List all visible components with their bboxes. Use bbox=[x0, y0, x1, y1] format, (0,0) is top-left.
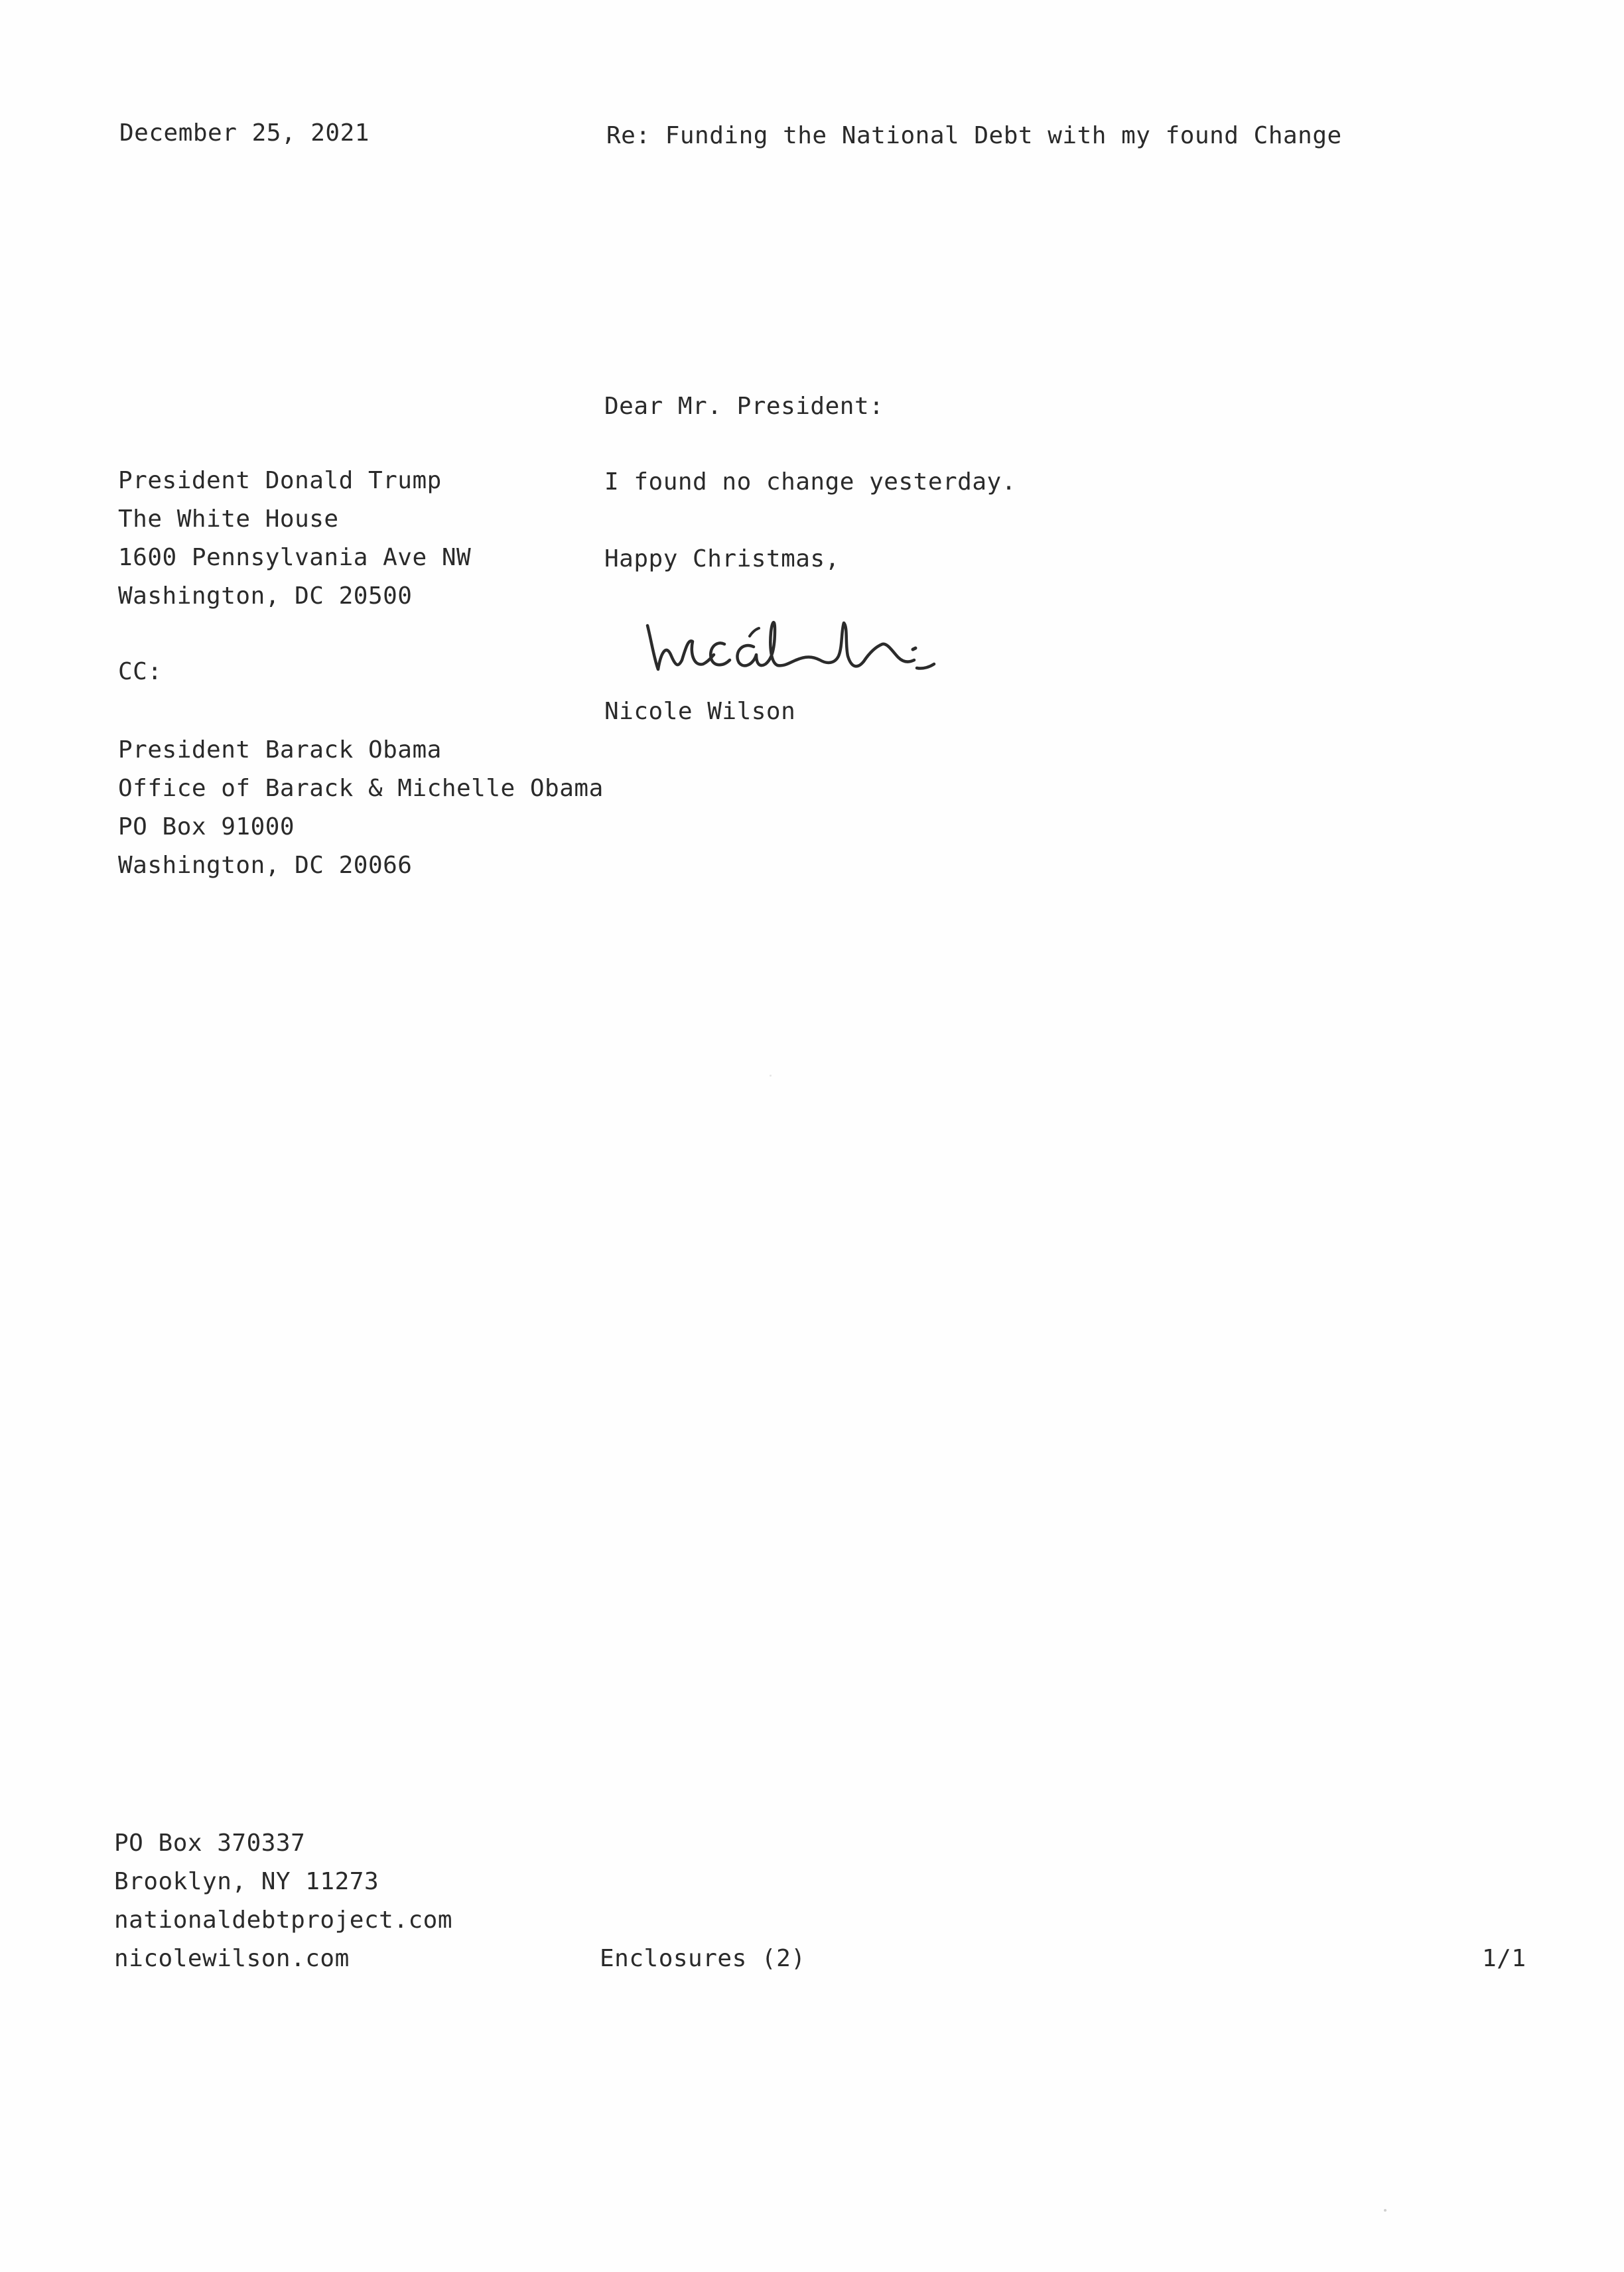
sender-website: nationaldebtproject.com bbox=[114, 1906, 452, 1934]
scan-speck bbox=[1384, 2209, 1387, 2212]
cc-line: President Barack Obama bbox=[118, 736, 442, 764]
recipient-line: The White House bbox=[118, 505, 339, 533]
enclosures-note: Enclosures (2) bbox=[600, 1945, 806, 1972]
recipient-line: 1600 Pennsylvania Ave NW bbox=[118, 544, 472, 571]
letter-date: December 25, 2021 bbox=[119, 119, 370, 147]
cc-address bbox=[118, 731, 604, 885]
cc-line: Washington, DC 20066 bbox=[118, 852, 413, 879]
recipient-line: Washington, DC 20500 bbox=[118, 582, 413, 610]
recipient-line: President Donald Trump bbox=[118, 467, 442, 494]
sender-website: nicolewilson.com bbox=[114, 1945, 350, 1972]
sender-address bbox=[114, 1824, 452, 1978]
signer-name: Nicole Wilson bbox=[604, 698, 796, 725]
letter-body: I found no change yesterday. bbox=[604, 468, 1016, 496]
letter-subject: Re: Funding the National Debt with my found Change bbox=[606, 122, 1342, 149]
scan-speck bbox=[770, 1075, 772, 1077]
salutation: Dear Mr. President: bbox=[604, 393, 884, 420]
page-number: 1/1 bbox=[1482, 1945, 1526, 1972]
cc-label: CC: bbox=[118, 658, 163, 685]
letter-closing: Happy Christmas, bbox=[604, 545, 840, 572]
sender-line: Brooklyn, NY 11273 bbox=[114, 1868, 379, 1895]
handwritten-signature bbox=[642, 600, 961, 687]
cc-line: PO Box 91000 bbox=[118, 813, 295, 840]
recipient-address bbox=[118, 462, 471, 616]
cc-line: Office of Barack & Michelle Obama bbox=[118, 775, 604, 802]
sender-line: PO Box 370337 bbox=[114, 1830, 306, 1857]
